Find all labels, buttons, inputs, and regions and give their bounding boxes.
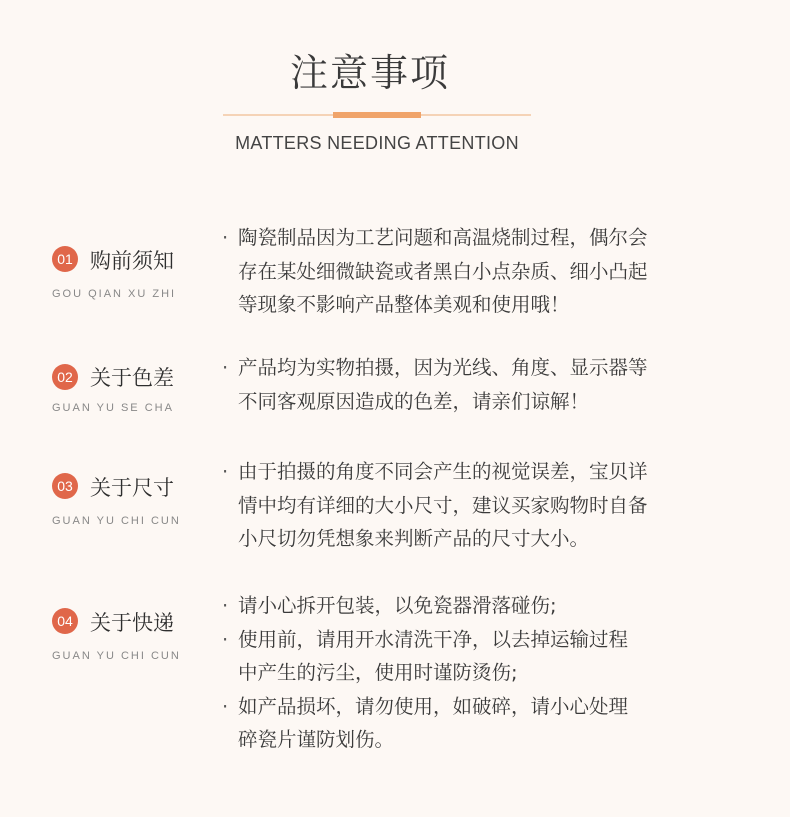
body-line <box>222 288 648 322</box>
section-body <box>222 589 628 757</box>
section-body <box>222 351 648 418</box>
body-line <box>222 690 628 724</box>
body-text: 使用前，请用开水清洗干净，以去掉运输过程 <box>238 627 629 651</box>
body-line <box>222 489 648 523</box>
body-text: 请小心拆开包装，以免瓷器滑落碰伤; <box>238 594 557 617</box>
body-text: 产品均为实物拍摄，因为光线、角度、显示器等 <box>238 356 648 379</box>
section-body <box>222 455 648 556</box>
body-text: 由于拍摄的角度不同会产生的视觉误差，宝贝详 <box>238 460 648 483</box>
section-number-badge: 02 <box>52 364 78 390</box>
body-line <box>222 455 648 489</box>
section-number-badge: 01 <box>52 246 78 272</box>
body-text: 如产品损坏，请勿使用，如破碎，请小心处理 <box>238 694 629 718</box>
body-text: 等现象不影响产品整体美观和使用哦！ <box>238 293 570 316</box>
body-text: 小尺切勿凭想象来判断产品的尺寸大小。 <box>238 527 590 550</box>
body-line <box>222 589 628 623</box>
page-subtitle: MATTERS NEEDING ATTENTION <box>235 133 519 153</box>
bullet-dot: · <box>222 594 229 617</box>
body-line <box>222 385 648 419</box>
section-body <box>222 221 648 322</box>
body-line <box>222 351 648 385</box>
body-line <box>222 522 648 556</box>
bullet-dot: · <box>222 694 229 718</box>
body-text: 情中均有详细的大小尺寸，建议买家购物时自备 <box>238 493 648 517</box>
section-pinyin: GUAN YU CHI CUN <box>52 515 181 527</box>
title-divider-accent <box>333 112 421 118</box>
section-number-badge: 03 <box>52 473 78 499</box>
body-line <box>222 623 628 657</box>
body-text: 存在某处细微缺瓷或者黑白小点杂质、细小凸起 <box>238 259 648 283</box>
body-line <box>222 255 648 289</box>
section-pinyin: GUAN YU SE CHA <box>52 402 174 414</box>
section-title: 购前须知 <box>90 249 174 273</box>
section-number-badge: 04 <box>52 608 78 634</box>
page-title: 注意事项 <box>289 51 450 95</box>
bullet-dot: · <box>222 226 229 249</box>
body-text: 不同客观原因造成的色差，请亲们谅解！ <box>238 389 590 413</box>
section-title: 关于尺寸 <box>90 476 174 500</box>
section-title: 关于色差 <box>90 366 174 390</box>
section-title: 关于快递 <box>90 611 174 635</box>
bullet-dot: · <box>222 627 229 651</box>
body-line <box>222 723 628 757</box>
section-pinyin: GUAN YU CHI CUN <box>52 650 181 662</box>
bullet-dot: · <box>222 356 229 379</box>
body-line <box>222 221 648 255</box>
body-text: 陶瓷制品因为工艺问题和高温烧制过程，偶尔会 <box>238 226 648 249</box>
bullet-dot: · <box>222 460 229 483</box>
section-pinyin: GOU QIAN XU ZHI <box>52 288 177 300</box>
body-text: 中产生的污尘，使用时谨防烫伤; <box>238 661 518 684</box>
body-line <box>222 656 628 690</box>
body-text: 碎瓷片谨防划伤。 <box>238 728 395 751</box>
